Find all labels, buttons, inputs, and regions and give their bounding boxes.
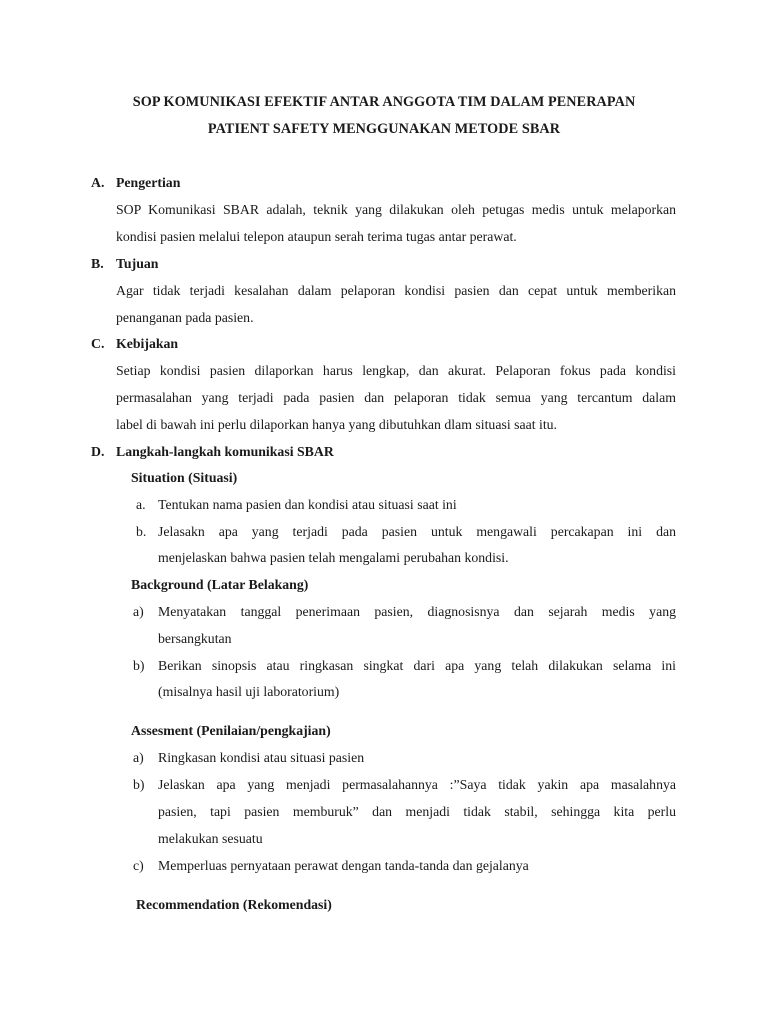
section-b-line-2: penanganan pada pasien. xyxy=(116,310,254,325)
section-b-line-1: Agar tidak terjadi kesalahan dalam pelaporan kondisi pasien dan cepat untuk memberikan xyxy=(116,283,676,298)
section-d-marker: D. xyxy=(91,444,105,459)
assessment-item-b-marker: b) xyxy=(133,777,145,792)
background-item-a-marker: a) xyxy=(133,604,144,619)
situation-heading: Situation (Situasi) xyxy=(131,470,238,485)
assessment-heading: Assesment (Penilaian/pengkajian) xyxy=(131,723,331,738)
section-b-marker: B. xyxy=(91,256,104,271)
background-heading: Background (Latar Belakang) xyxy=(131,577,309,592)
situation-item-a-line-1: Tentukan nama pasien dan kondisi atau situasi saat ini xyxy=(158,497,457,512)
section-c-line-1: Setiap kondisi pasien dilaporkan harus lengkap, dan akurat. Pelaporan fokus pada kondisi xyxy=(116,363,676,378)
assessment-item-a-marker: a) xyxy=(133,750,144,765)
assessment-item-b-line-3: melakukan sesuatu xyxy=(158,831,263,846)
background-item-a-line-2: bersangkutan xyxy=(158,631,232,646)
section-b-heading: Tujuan xyxy=(116,256,159,271)
section-c-heading: Kebijakan xyxy=(116,336,179,351)
section-d-heading: Langkah-langkah komunikasi SBAR xyxy=(116,444,334,459)
section-c-line-2: permasalahan yang terjadi pada pasien dan pelaporan tidak semua yang tercantum dalam xyxy=(116,390,676,405)
assessment-item-b-line-2: pasien, tapi pasien memburuk” dan menjadi tidak stabil, sehingga kita perlu xyxy=(158,804,676,819)
situation-item-a-marker: a. xyxy=(136,497,146,512)
background-item-b-line-1: Berikan sinopsis atau ringkasan singkat dari apa yang telah dilakukan selama ini xyxy=(158,658,676,673)
recommendation-heading: Recommendation (Rekomendasi) xyxy=(136,897,332,912)
background-item-a-line-1: Menyatakan tanggal penerimaan pasien, diagnosisnya dan sejarah medis yang xyxy=(158,604,676,619)
section-c-line-3: label di bawah ini perlu dilaporkan hanya yang dibutuhkan dlam situasi saat itu. xyxy=(116,417,558,432)
background-item-b-marker: b) xyxy=(133,658,145,673)
document-title-line-1: SOP KOMUNIKASI EFEKTIF ANTAR ANGGOTA TIM DALAM PENERAPAN xyxy=(132,94,636,110)
background-item-b-line-2: (misalnya hasil uji laboratorium) xyxy=(158,684,340,699)
situation-item-b-marker: b. xyxy=(136,524,147,539)
assessment-item-a-line-1: Ringkasan kondisi atau situasi pasien xyxy=(158,750,365,765)
assessment-item-b-line-1: Jelaskan apa yang menjadi permasalahannya :”Saya tidak yakin apa masalahnya xyxy=(158,777,676,792)
situation-item-b-line-1: Jelasakn apa yang terjadi pada pasien untuk mengawali percakapan ini dan xyxy=(158,524,676,539)
document-title-line-2: PATIENT SAFETY MENGGUNAKAN METODE SBAR xyxy=(207,121,561,137)
situation-item-b-line-2: menjelaskan bahwa pasien telah mengalami perubahan kondisi. xyxy=(158,550,509,565)
section-a-line-2: kondisi pasien melalui telepon ataupun serah terima tugas antar perawat. xyxy=(116,229,517,244)
section-a-line-1: SOP Komunikasi SBAR adalah, teknik yang dilakukan oleh petugas medis untuk melaporkan xyxy=(116,202,676,217)
assessment-item-c-line-1: Memperluas pernyataan perawat dengan tanda-tanda dan gejalanya xyxy=(158,858,529,873)
section-a-marker: A. xyxy=(91,175,105,190)
section-a-heading: Pengertian xyxy=(116,175,181,190)
assessment-item-c-marker: c) xyxy=(133,858,144,873)
section-c-marker: C. xyxy=(91,336,105,351)
